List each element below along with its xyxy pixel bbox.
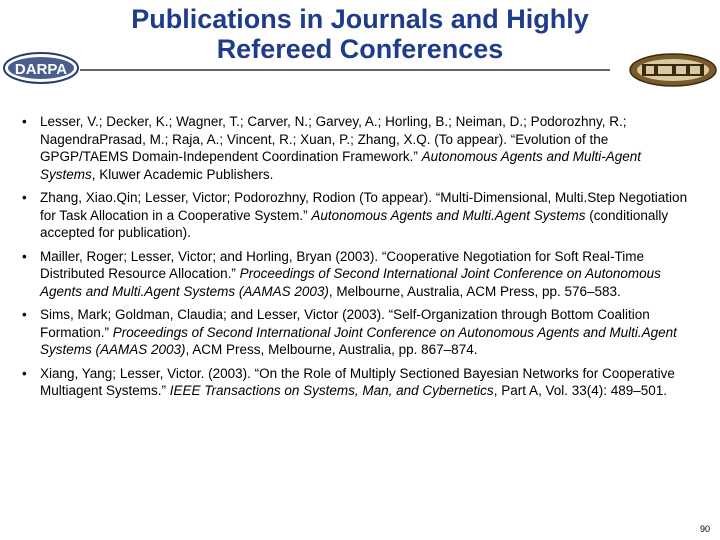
reference-venue: Autonomous Agents and Multi-Agent Systems — [40, 149, 642, 182]
reference-details: , ACM Press, Melbourne, Australia, pp. 867–874. — [185, 342, 478, 357]
title-rule — [80, 69, 610, 71]
reference-details: , Part A, Vol. 33(4): 489–501. — [493, 383, 668, 398]
bullet-icon: • — [22, 365, 27, 381]
svg-text:DARPA: DARPA — [14, 61, 68, 78]
program-logo — [628, 52, 718, 88]
reference-authors-title: Mailler, Roger; Lesser, Victor; and Horling, Bryan (2003). “Cooperative Negotiation for Soft Real-Time Distributed Resource Allocation.” — [40, 248, 645, 281]
page-title-line-1: Publications in Journals and Highly — [131, 4, 589, 34]
page-number: 90 — [699, 524, 710, 534]
reference-item — [22, 248, 698, 301]
reference-authors-title: Zhang, Xiao.Qin; Lesser, Victor; Podorozhny, Rodion (To appear). “Multi-Dimensional, Multi.Step Negotiation for Task Allocation in a Cooperative System.” — [40, 190, 688, 223]
reference-details: (conditionally accepted for publication). — [40, 207, 669, 240]
reference-list — [22, 113, 698, 406]
reference-venue: Proceedings of Second International Joint Conference on Autonomous Agents and Multi.Agent Systems (AAMAS 2003) — [40, 324, 677, 357]
reference-venue: Autonomous Agents and Multi.Agent Systems — [311, 207, 586, 223]
bullet-icon: • — [22, 307, 27, 322]
bullet-icon: • — [22, 190, 27, 205]
reference-item — [22, 365, 698, 400]
page-title — [0, 4, 720, 64]
reference-authors-title: Xiang, Yang; Lesser, Victor. (2003). “On the Role of Multiply Sectioned Bayesian Networks for Cooperative Multiagent Systems.” — [40, 365, 675, 398]
reference-venue: Proceedings of Second International Joint Conference on Autonomous Agents and Multi.Agent Systems (AAMAS 2003) — [40, 266, 661, 299]
reference-item — [22, 113, 698, 183]
reference-details: , Kluwer Academic Publishers. — [91, 166, 274, 182]
reference-authors-title: Sims, Mark; Goldman, Claudia; and Lesser, Victor (2003). “Self-Organization through Bottom Coalition Formation.” — [40, 307, 650, 340]
darpa-logo — [2, 48, 80, 88]
reference-authors-title: Lesser, V.; Decker, K.; Wagner, T.; Carver, N.; Garvey, A.; Horling, B.; Neiman, D.; Podorozhny, R.; NagendraPrasad, M.; Raja, A.; Vincent, R.; Xuan, P.; Zhang, X.Q. (To appear). “Evolution of the GPGP/TAEMS Domain-Independent Coordination Framework.” — [40, 114, 627, 164]
bullet-icon: • — [22, 248, 27, 264]
reference-venue: IEEE Transactions on Systems, Man, and Cybernetics — [169, 383, 494, 398]
reference-details: , Melbourne, Australia, ACM Press, pp. 576–583. — [328, 283, 621, 299]
reference-item — [22, 306, 698, 359]
bullet-icon: • — [22, 114, 27, 129]
page-title-line-2: Refereed Conferences — [216, 34, 504, 64]
reference-item — [22, 189, 698, 242]
